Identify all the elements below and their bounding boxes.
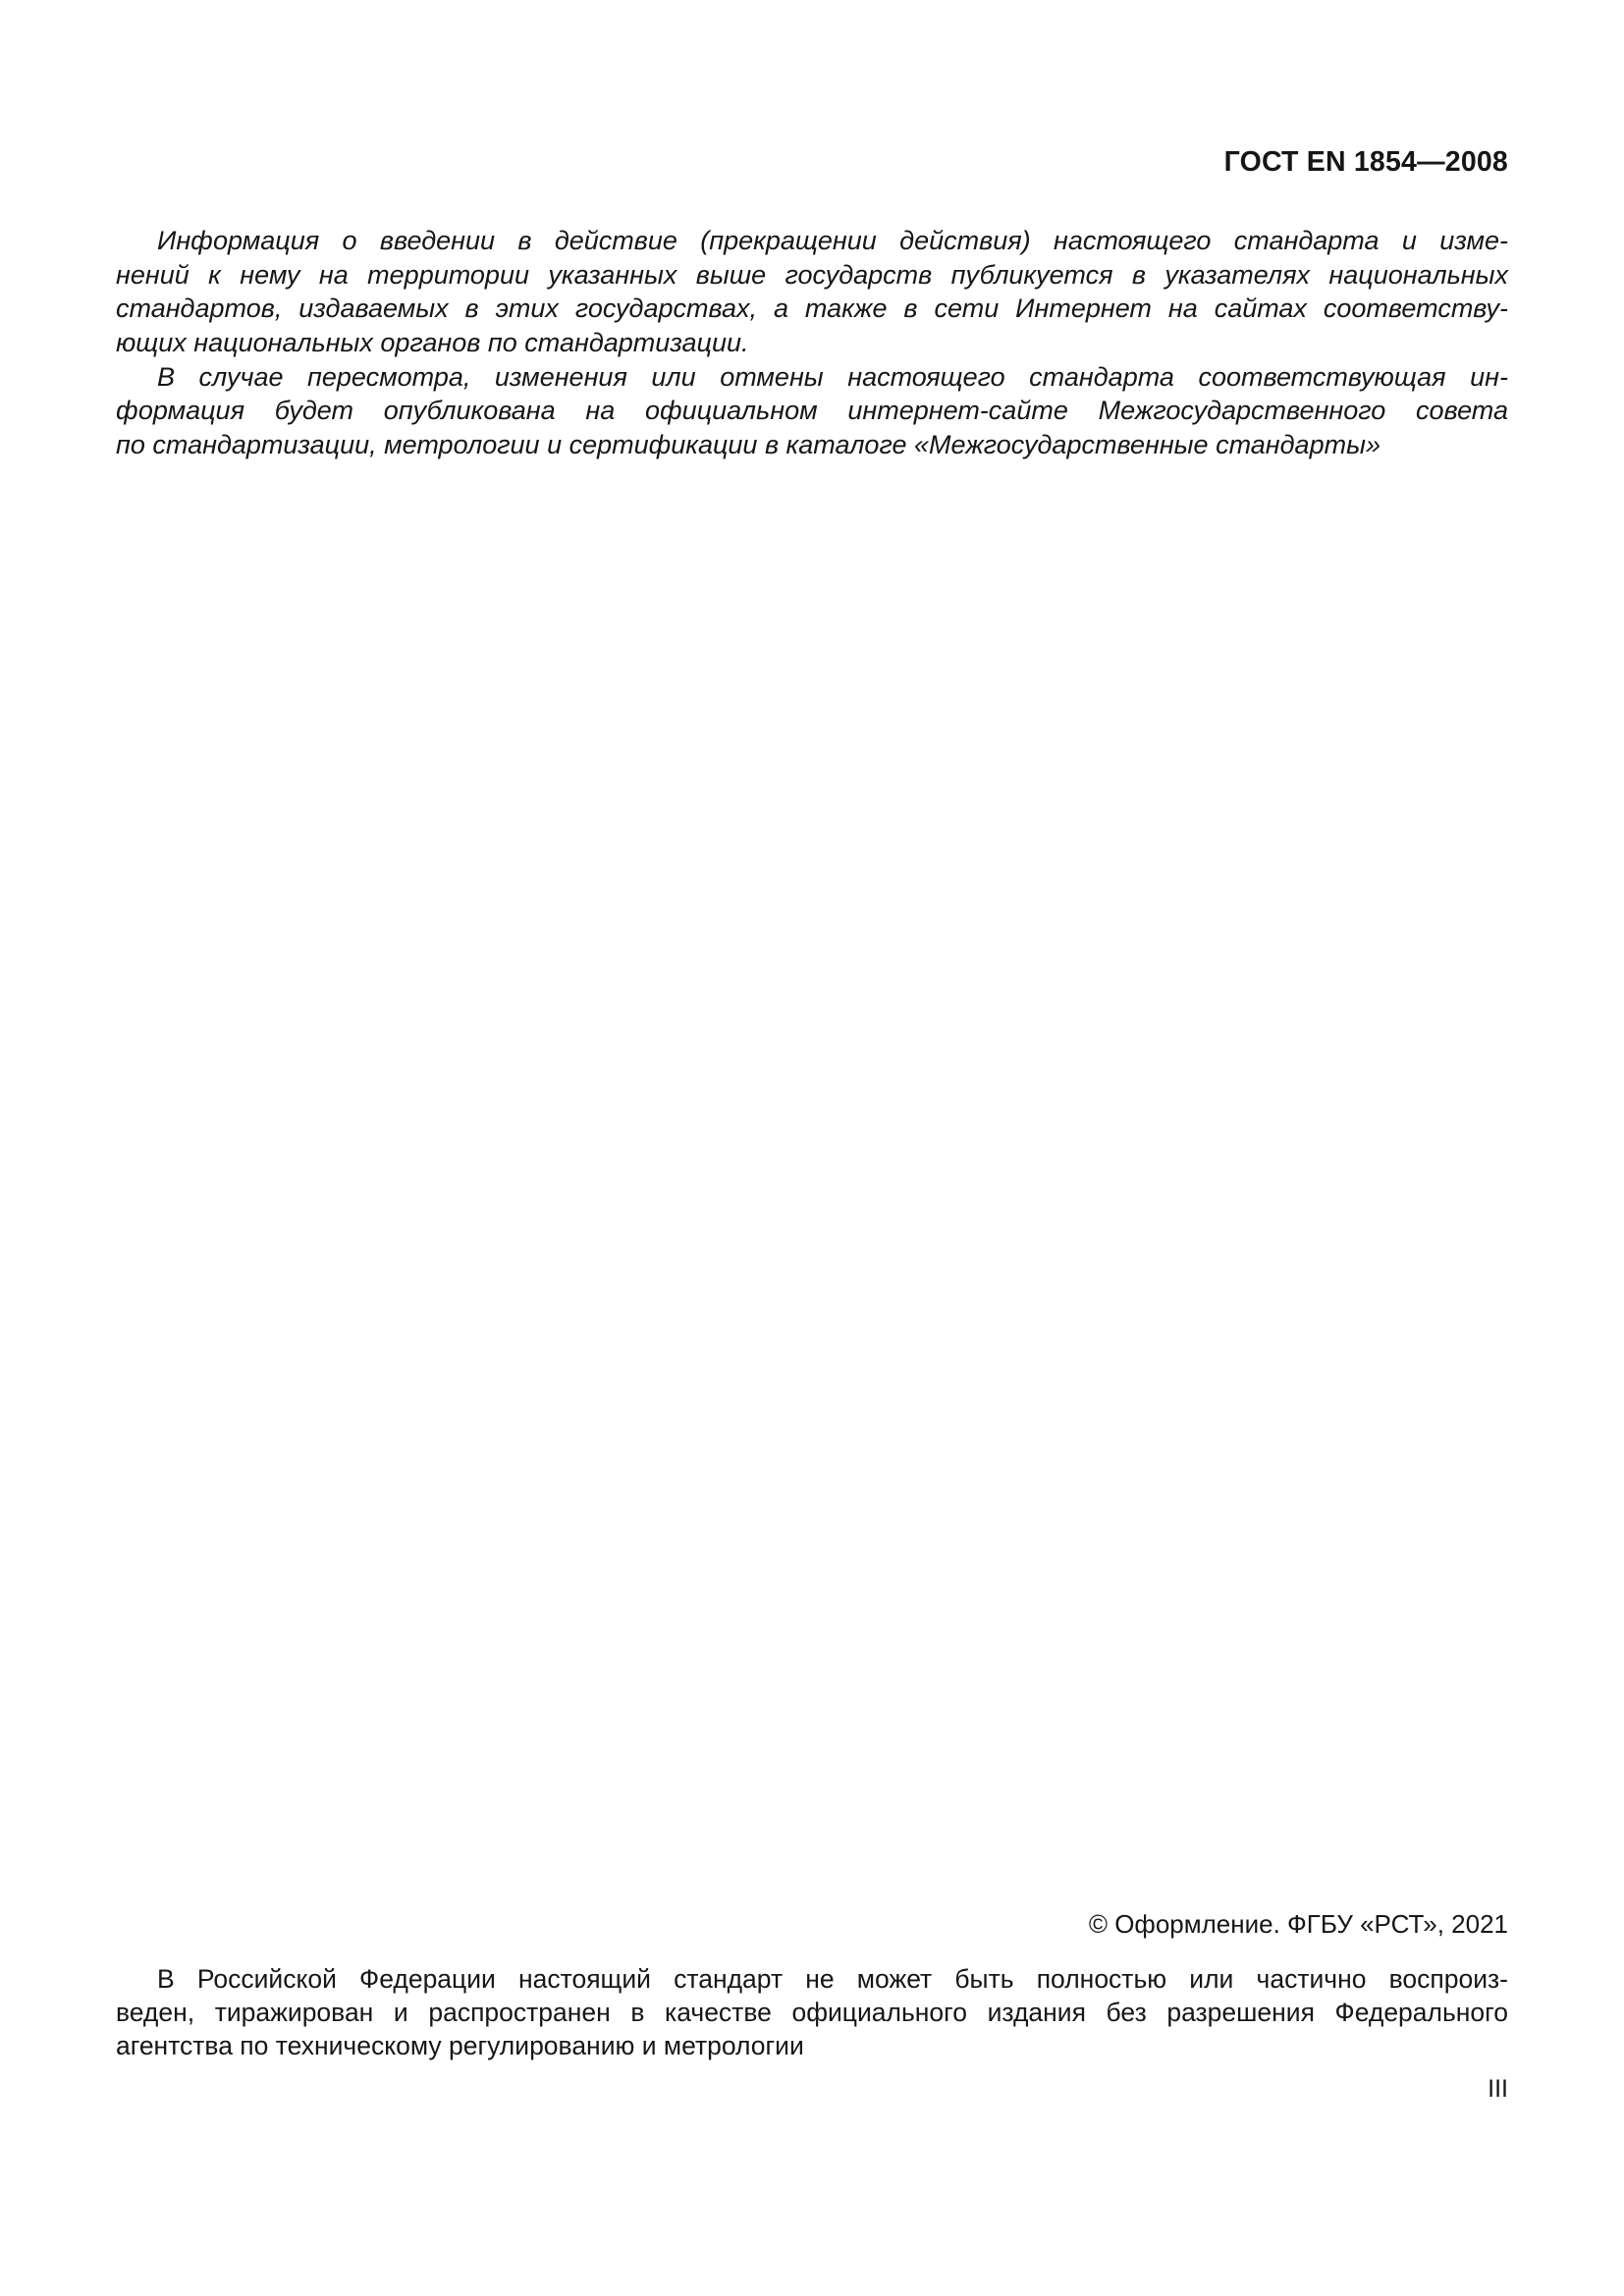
- intro-paragraph-1-line-4: ющих национальных органов по стандартизации.: [116, 328, 749, 358]
- reproduction-notice-line-1: В Российской Федерации настоящий стандарт не может быть полностью или частично воспроиз-: [157, 1964, 1508, 1994]
- intro-paragraph-1: [116, 224, 1508, 360]
- intro-paragraph-2-line-1: В случае пересмотра, изменения или отмены настоящего стандарта соответствующая ин-: [157, 361, 1508, 392]
- copyright-line: © Оформление. ФГБУ «РСТ», 2021: [1088, 1909, 1508, 1939]
- intro-paragraph-2: [116, 360, 1508, 462]
- reproduction-notice-block: [116, 1962, 1508, 2062]
- intro-text-block: [116, 224, 1508, 462]
- running-head-standard-number: ГОСТ EN 1854—2008: [1223, 146, 1508, 178]
- page-number: III: [1488, 2075, 1508, 2103]
- reproduction-notice-line-3: агентства по техническому регулированию и метрологии: [116, 2031, 804, 2061]
- intro-paragraph-1-line-3: стандартов, издаваемых в этих государствах, а также в сети Интернет на сайтах соответству-: [116, 294, 1508, 324]
- intro-paragraph-1-line-1: Информация о введении в действие (прекращении действия) настоящего стандарта и изме-: [157, 226, 1508, 255]
- intro-paragraph-2-line-2: формация будет опубликована на официальном интернет-сайте Межгосударственного совета: [116, 396, 1508, 426]
- reproduction-notice-line-2: веден, тиражирован и распространен в качестве официального издания без разрешения Федерального: [116, 1998, 1508, 2028]
- reproduction-notice-paragraph: [116, 1962, 1508, 2062]
- intro-paragraph-2-line-3: по стандартизации, метрологии и сертификации в каталоге «Межгосударственные стандарты»: [116, 430, 1380, 460]
- intro-paragraph-1-line-2: нений к нему на территории указанных выше государств публикуется в указателях национальных: [116, 259, 1508, 290]
